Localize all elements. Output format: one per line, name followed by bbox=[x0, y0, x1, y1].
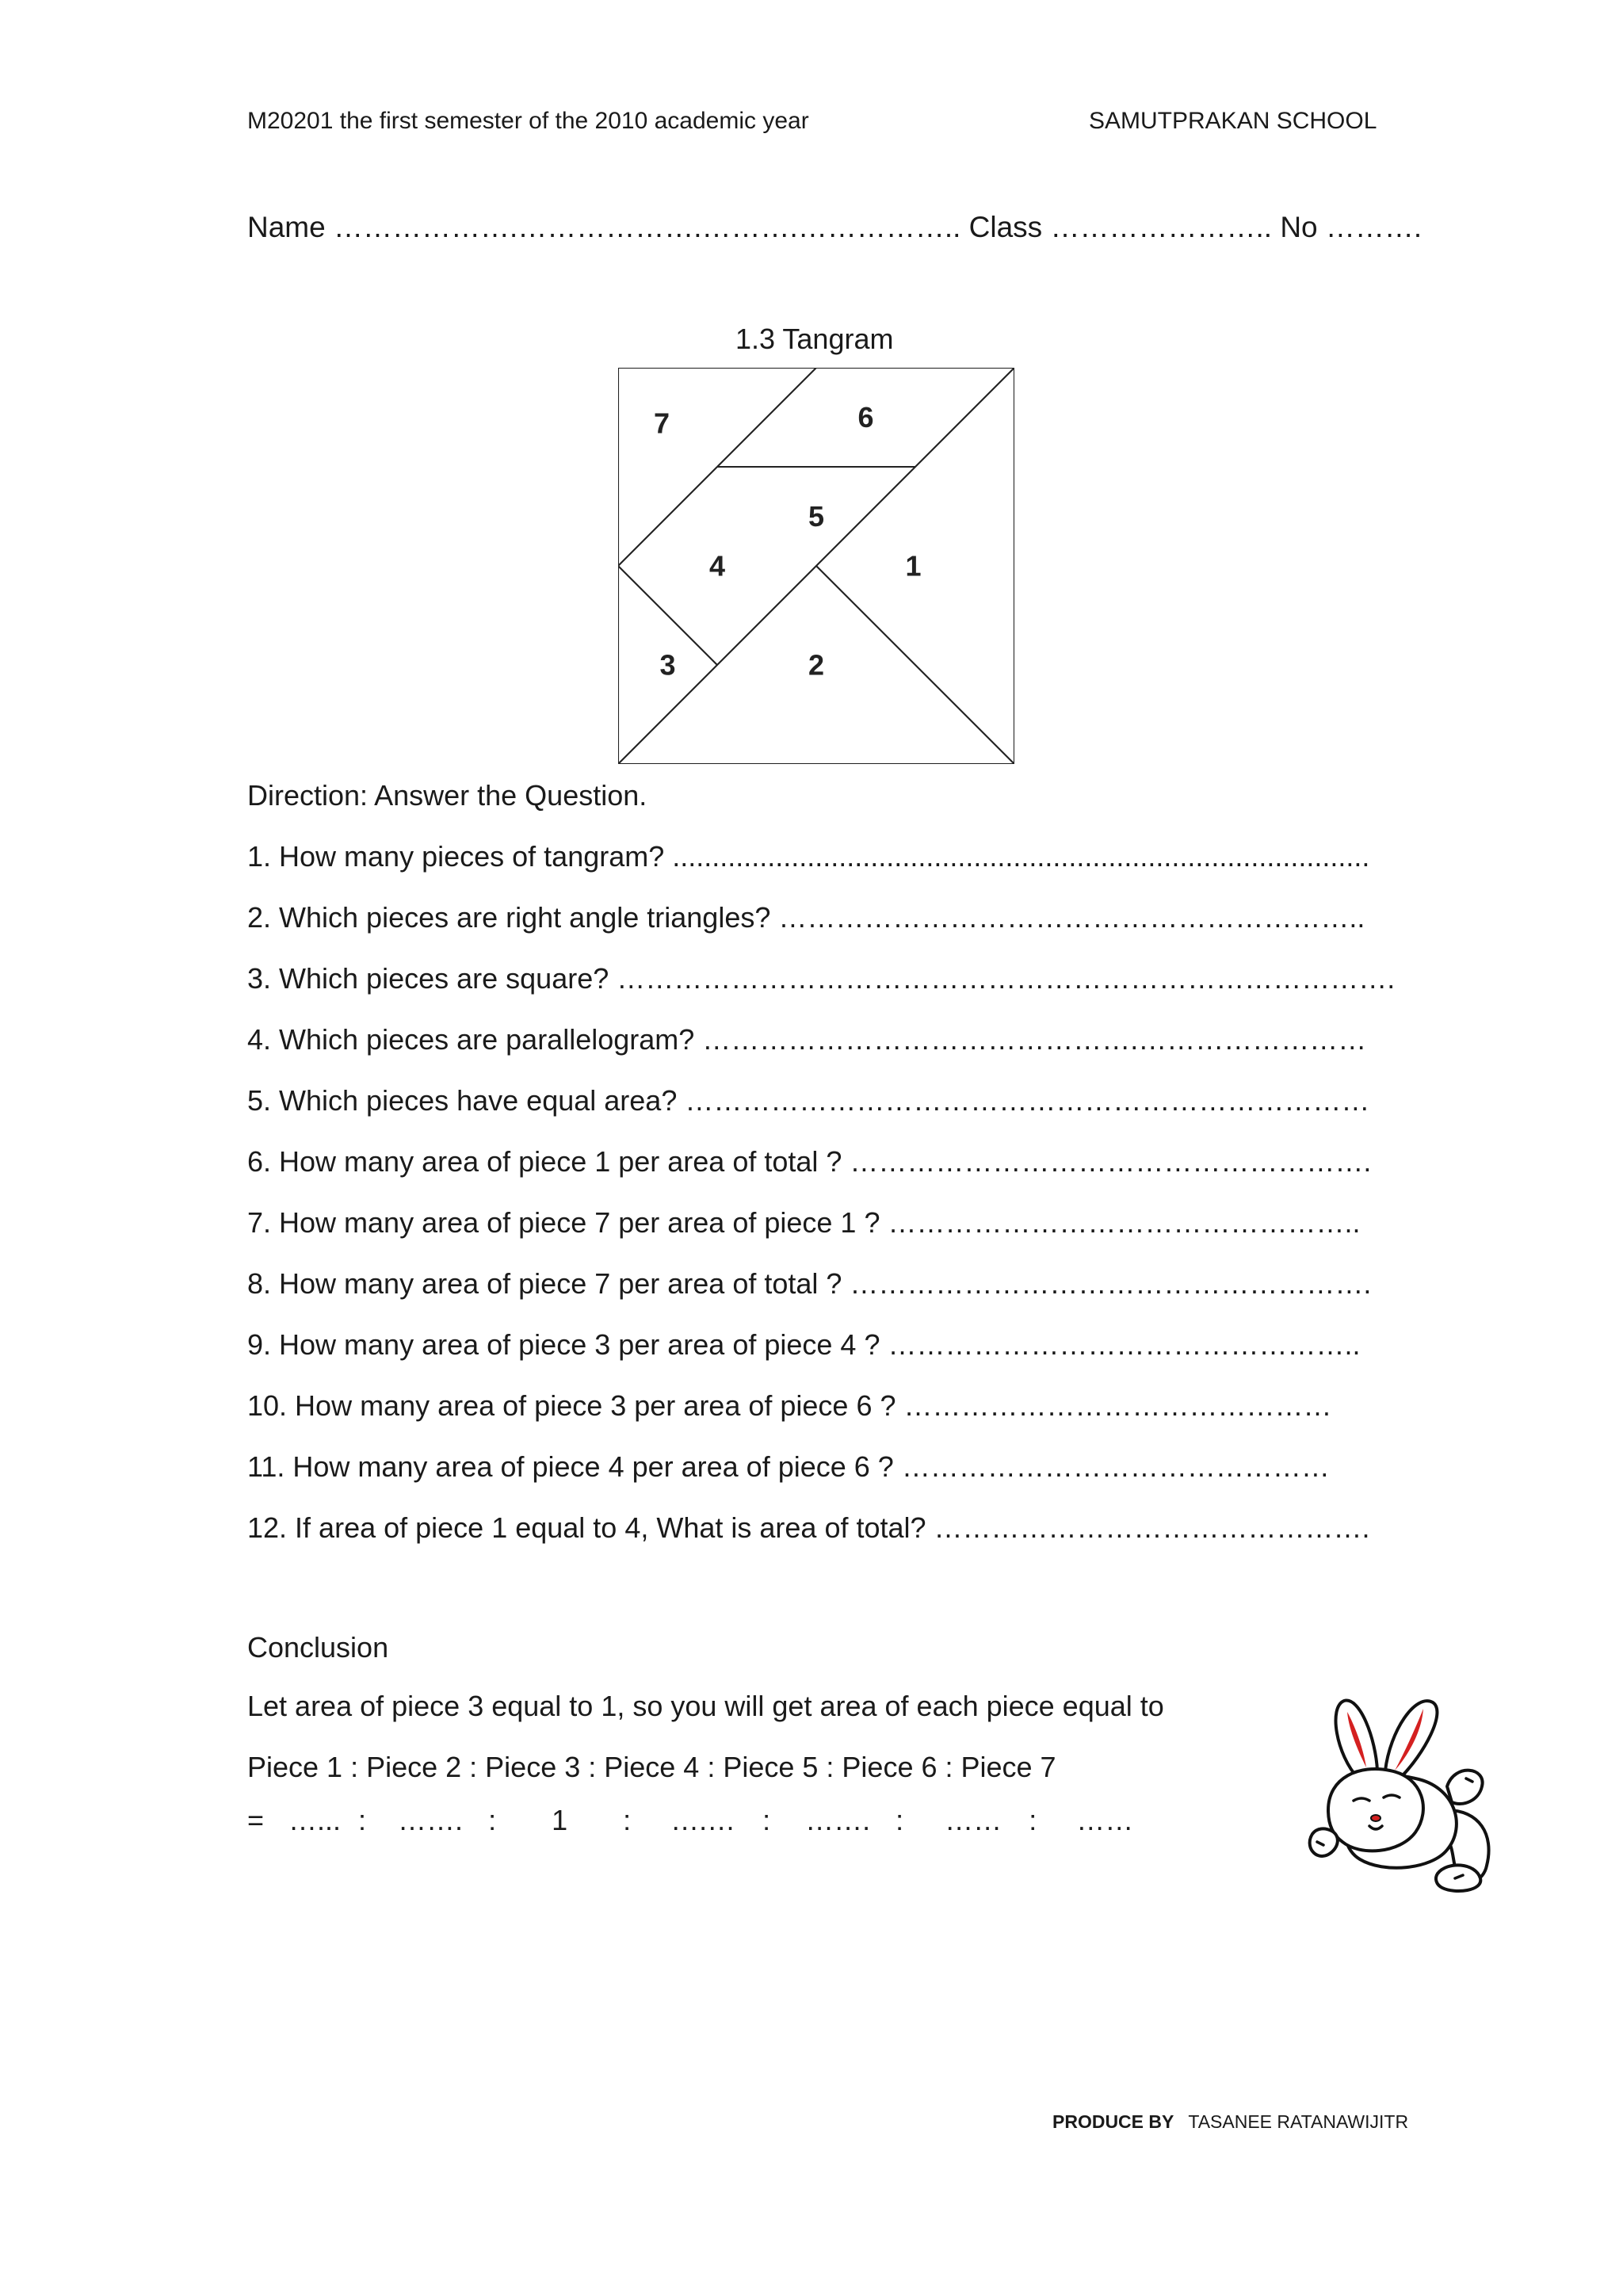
ratio-sep: : bbox=[358, 1804, 367, 1836]
tangram-label-4: 4 bbox=[708, 549, 726, 583]
ratio-sep: : bbox=[896, 1804, 904, 1836]
footer-produced-by: PRODUCE BY bbox=[1052, 2111, 1174, 2132]
direction-label: Direction: bbox=[247, 779, 369, 812]
footer-author: TASANEE RATANAWIJITR bbox=[1188, 2111, 1409, 2132]
tangram-figure bbox=[618, 368, 1014, 764]
rabbit-cartoon-icon bbox=[1296, 1691, 1510, 1897]
tangram-label-1: 1 bbox=[905, 549, 922, 583]
ratio-piece-4-blank: ….… bbox=[670, 1804, 736, 1836]
tangram-parallelogram-edge bbox=[717, 368, 816, 467]
question-11: 11. How many area of piece 4 per area of piece 6 ? ……………………………………… bbox=[247, 1450, 1330, 1483]
question-3: 3. Which pieces are square? ………………………………………………………………………. bbox=[247, 962, 1396, 995]
conclusion-heading: Conclusion bbox=[247, 1631, 389, 1664]
question-8: 8. How many area of piece 7 per area of total ? ………………………………………………. bbox=[247, 1267, 1372, 1300]
ratio-sep: : bbox=[1029, 1804, 1037, 1836]
ratio-piece-3-value: 1 bbox=[552, 1804, 568, 1836]
tangram-half-diagonal bbox=[816, 566, 1014, 764]
question-1: 1. How many pieces of tangram? ........................................................................................ bbox=[247, 840, 1370, 873]
question-9: 9. How many area of piece 3 per area of piece 4 ? ………………………………………….. bbox=[247, 1328, 1361, 1361]
ratio-sep: : bbox=[762, 1804, 771, 1836]
ratio-sep: : bbox=[488, 1804, 497, 1836]
question-4: 4. Which pieces are parallelogram? ……………………………………….…………………… bbox=[247, 1023, 1367, 1056]
ratio-piece-5-blank: ……. bbox=[805, 1804, 871, 1836]
ratio-piece-6-blank: …… bbox=[945, 1804, 1002, 1836]
ratio-piece-1-blank: …... bbox=[288, 1804, 342, 1836]
class-field: ………………….. bbox=[1050, 211, 1273, 243]
tangram-label-2: 2 bbox=[808, 648, 825, 682]
tangram-square-edge-top bbox=[618, 467, 717, 566]
tangram-label-6: 6 bbox=[857, 401, 874, 434]
question-6: 6. How many area of piece 1 per area of total ? ………………………………………………. bbox=[247, 1145, 1372, 1178]
direction-text: Answer the Question. bbox=[368, 779, 647, 812]
tangram-label-3: 3 bbox=[659, 648, 676, 682]
direction-line bbox=[247, 779, 647, 812]
ratio-piece-7-blank: …… bbox=[1076, 1804, 1134, 1836]
page-title: 1.3 Tangram bbox=[735, 323, 894, 355]
conclusion-line-2: Piece 1 : Piece 2 : Piece 3 : Piece 4 : Piece 5 : Piece 6 : Piece 7 bbox=[247, 1751, 1056, 1783]
question-12: 12. If area of piece 1 equal to 4, What is area of total? ………………………………………. bbox=[247, 1511, 1370, 1544]
header-school: SAMUTPRAKAN SCHOOL bbox=[1089, 108, 1377, 134]
question-2: 2. Which pieces are right angle triangles? …………………………………………………….. bbox=[247, 901, 1365, 934]
ratio-sep: : bbox=[623, 1804, 632, 1836]
tangram-label-7: 7 bbox=[653, 407, 670, 440]
question-5: 5. Which pieces have equal area? ……………………………………………………………… bbox=[247, 1084, 1370, 1117]
conclusion-line-1: Let area of piece 3 equal to 1, so you will get area of each piece equal to bbox=[247, 1690, 1164, 1722]
footer-credit bbox=[1052, 2111, 1408, 2133]
question-7: 7. How many area of piece 7 per area of piece 1 ? ………………………………………….. bbox=[247, 1206, 1361, 1239]
ratio-equals: = bbox=[247, 1804, 265, 1836]
ratio-piece-2-blank: ……. bbox=[398, 1804, 464, 1836]
tangram-label-5: 5 bbox=[808, 500, 825, 533]
header-course: M20201 the first semester of the 2010 academic year bbox=[247, 108, 809, 134]
question-10: 10. How many area of piece 3 per area of piece 6 ? ……………………………………… bbox=[247, 1389, 1332, 1422]
no-field: No ………. bbox=[1280, 211, 1423, 243]
conclusion-ratio-row bbox=[247, 1804, 1148, 1837]
student-info-line bbox=[247, 211, 1422, 244]
name-class-field: Name ……………….……………….……….…………….. Class bbox=[247, 211, 1043, 243]
